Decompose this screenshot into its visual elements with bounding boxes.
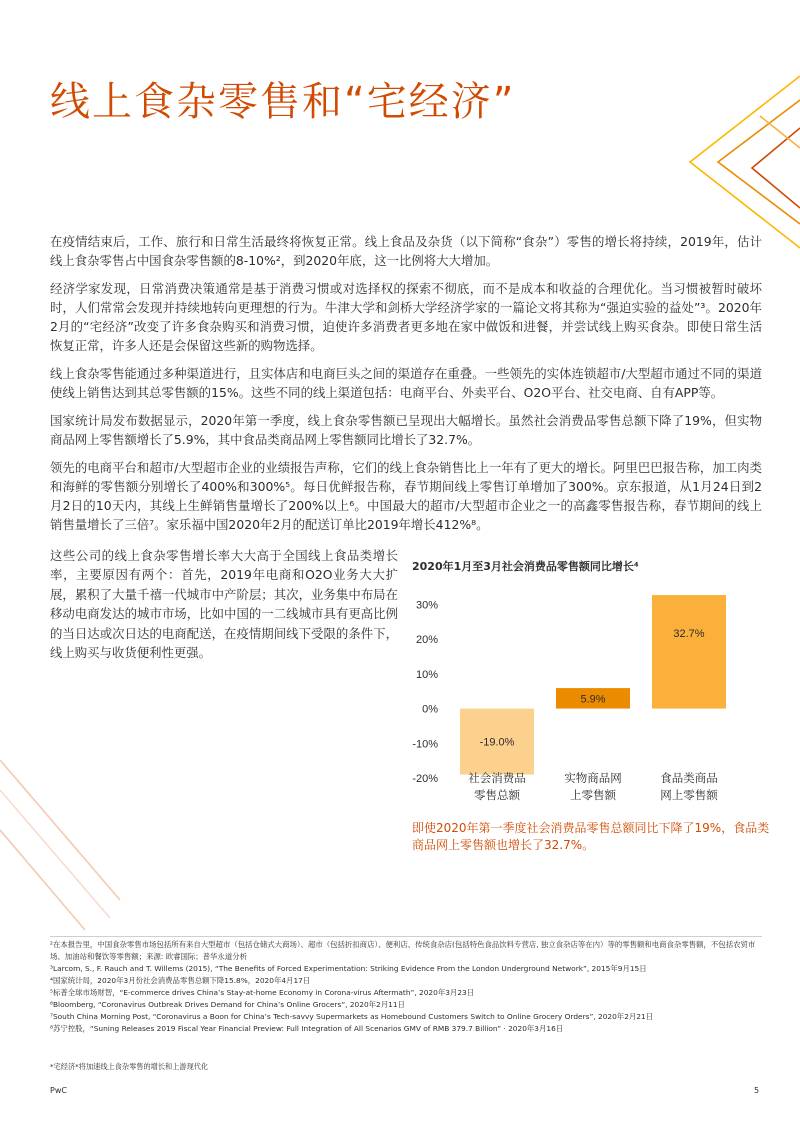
y-tick-label: 0% <box>422 703 438 716</box>
data-label: -19.0% <box>479 736 515 749</box>
footnote: ⁴国家统计局，2020年3月份社会消费品零售总额下降15.8%，2020年4月17日 <box>50 976 311 985</box>
x-category-label: 食品类商品 <box>660 771 718 785</box>
chart-title: 2020年1月至3月社会消费品零售额同比增长⁴ <box>412 560 639 573</box>
x-category-label: 零售总额 <box>474 788 520 802</box>
footnote: ²在本报告里，中国食杂零售市场包括所有来自大型超市（包括仓储式大商场）、超市（包括折扣商店）、便利店、传统食杂店(包括特色食品饮料专营店, 独立食杂店等在内）等的零售额和电商食杂零售额，不包括农贸市场、加油站和餐饮等零售额；来源: 欧睿国际；普华永道分析 <box>50 940 756 961</box>
x-category-label: 实物商品网 <box>564 771 622 785</box>
bar <box>652 595 726 709</box>
chart-note: 即使2020年第一季度社会消费品零售总额同比下降了19%，食品类商品网上零售额也增长了32.7%。 <box>412 821 770 852</box>
data-label: 32.7% <box>673 627 705 640</box>
body-text <box>50 232 762 543</box>
x-category-label: 上零售额 <box>570 788 616 802</box>
footer-brand: PwC <box>50 1086 67 1095</box>
page-number: 5 <box>754 1086 760 1095</box>
y-tick-label: 30% <box>415 599 438 612</box>
paragraph: 在疫情结束后，工作、旅行和日常生活最终将恢复正常。线上食品及杂货（以下简称“食杂”）零售的增长将持续，2019年，估计线上食杂零售占中国食杂零售额的8-10%²，到2020年底，这一比例将大大增加。 <box>50 234 762 268</box>
data-label: 5.9% <box>580 693 606 706</box>
footnotes <box>50 936 762 1035</box>
footnote: ⁸苏宁控股，“Suning Releases 2019 Fiscal Year Financial Preview: Full Integration of All Scenarios GMV of RMB 379.7 Billion” · 2020年3月16日 <box>50 1024 564 1033</box>
paragraph: 经济学家发现，日常消费决策通常是基于消费习惯或对选择权的探索不彻底，而不是成本和收益的合理优化。当习惯被暂时破坏时，人们常常会发现并持续地转向更理想的行为。牛津大学和剑桥大学经济学家的一篇论文将其称为“强迫实验的益处”³。2020年2月的“宅经济”改变了许多食杂购买和消费习惯，迫使许多消费者更多地在家中做饭和进餐，并尝试线上购买食杂。即使日常生活恢复正常，许多人还是会保留这些新的购物选择。 <box>50 281 762 353</box>
bottom-note: *宅经济*将加速线上食杂零售的增长和上游现代化 <box>50 1062 209 1071</box>
footnote-divider <box>50 936 762 937</box>
paragraph: 领先的电商平台和超市/大型超市企业的业绩报告声称，它们的线上食杂销售比上一年有了更大的增长。阿里巴巴报告称，加工肉类和海鲜的零售额分别增长了400%和300%⁵。每日优鲜报告称，春节期间线上零售订单增加了300%。京东报道，从1月24日到2月2日的10天内，其线上生鲜销售量增长了200%以上⁶。中国最大的超市/大型超市企业之一的高鑫零售报告称，春节期间的线上销售量增长了三倍⁷。家乐福中国2020年2月的配送订单比2019年增长412%⁸。 <box>50 460 762 532</box>
y-tick-label: 20% <box>415 634 438 647</box>
y-tick-label: 10% <box>415 668 438 681</box>
paragraph: 这些公司的线上食杂零售增长率大大高于全国线上食品类增长率，主要原因有两个：首先，2019年电商和O2O业务大大扩展，累积了大量千禧一代城市中产阶层；其次，业务集中布局在移动电商发达的城市市场，比如中国的一二线城市具有更高比例的当日达或次日达的电商配送，在疫情期间线下受限的条件下，线上购买与收货便利性更强。 <box>50 548 398 661</box>
y-tick-label: -10% <box>412 738 438 751</box>
left-column <box>50 546 398 662</box>
bar-chart <box>404 582 784 814</box>
page-title: 线上食杂零售和“宅经济” <box>50 79 516 125</box>
footnote: ³Larcom, S., F. Rauch and T. Willems (2015), “The Benefits of Forced Experimentation: Striking Evidence From the London Underground Network”, 2015年9月15日 <box>50 964 647 973</box>
y-tick-label: -20% <box>412 773 438 785</box>
footnote: ⁷South China Morning Post, “Coronavirus a Boon for China’s Tech-savvy Supermarkets as Homebound Customers Switch to Online Grocery Orders”, 2020年2月21日 <box>50 1012 654 1021</box>
paragraph: 线上食杂零售能通过多种渠道进行，且实体店和电商巨头之间的渠道存在重叠。一些领先的实体连锁超市/大型超市通过不同的渠道使线上销售达到其总零售额的15%。这些不同的线上渠道包括：电商平台、外卖平台、O2O平台、社交电商、自有APP等。 <box>50 366 762 400</box>
x-category-label: 社会消费品 <box>468 771 526 785</box>
footnote: ⁵标普全球市场财智，“E-commerce drives China’s Stay-at-home Economy in Corona-virus Aftermath”, 2020年3月23日 <box>50 988 475 997</box>
paragraph: 国家统计局发布数据显示，2020年第一季度，线上食杂零售额已呈现出大幅增长。虽然社会消费品零售总额下降了19%，但实物商品网上零售额增长了5.9%，其中食品类商品网上零售额同比增长了32.7%。 <box>50 413 762 447</box>
x-category-label: 网上零售额 <box>660 788 718 802</box>
footnote: ⁶Bloomberg, “Coronavirus Outbreak Drives Demand for China’s Online Grocers”, 2020年2月11日 <box>50 1000 405 1009</box>
